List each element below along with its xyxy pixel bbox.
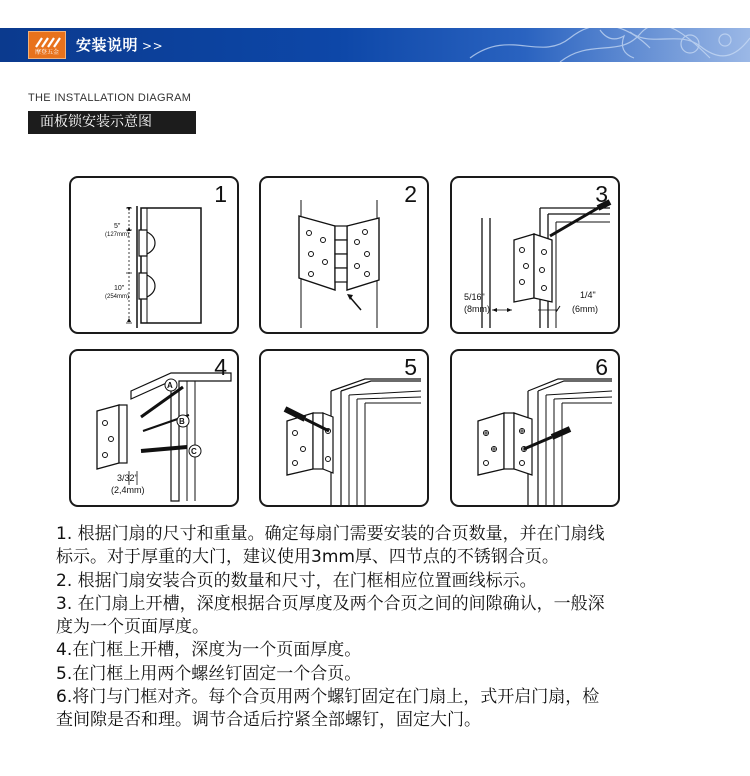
instruction-line: 度为一个页面厚度。	[56, 617, 209, 638]
instruction-line: 4.在门框上开槽，深度为一个页面厚度。	[56, 640, 362, 661]
step-4-callout-a: A	[167, 381, 173, 390]
installation-instructions	[56, 523, 716, 733]
step-4-dim-3-32in: 3/32"	[117, 473, 138, 483]
step-panel-1	[69, 176, 239, 334]
step-number: 3	[595, 181, 608, 207]
header-ornament	[450, 28, 750, 62]
step-3-dim-1-4in: 1/4"	[580, 290, 596, 300]
step-4-callout-c: C	[191, 447, 197, 456]
step-3-labels	[452, 178, 618, 332]
step-number: 6	[595, 354, 608, 380]
brand-logo	[28, 31, 66, 59]
section-title	[76, 35, 163, 56]
section-title-arrows: >>	[142, 39, 164, 53]
step-5-illustration	[261, 351, 427, 505]
step-1-dim-127mm: (127mm)	[105, 232, 130, 238]
step-3-dim-6mm: (6mm)	[572, 304, 598, 314]
instruction-line: 3. 在门扇上开槽，深度根据合页厚度及两个合页之间的间隙确认，一般深	[56, 593, 605, 614]
diagram-subtitle-cn: 面板锁安装示意图	[40, 114, 152, 130]
step-panel-6	[450, 349, 620, 507]
step-1-dim-5in: 5"	[114, 223, 121, 230]
step-4-callout-b: B	[179, 417, 185, 426]
step-4-labels	[71, 351, 237, 505]
step-number: 1	[214, 181, 227, 207]
logo-text: 摩登五金	[34, 49, 59, 56]
step-panel-4	[69, 349, 239, 507]
instruction-line: 查间隙是否和理。调节合适后拧紧全部螺钉，固定大门。	[56, 710, 481, 731]
section-title-text: 安装说明	[76, 36, 139, 54]
step-1-dim-10in: 10"	[114, 285, 125, 292]
step-4-dim-2-4mm: (2,4mm)	[111, 485, 145, 495]
step-1-dim-254mm: (254mm)	[105, 294, 130, 300]
step-3-dim-8mm: (8mm)	[464, 304, 490, 314]
instruction-line: 1. 根据门扇的尺寸和重量。确定每扇门需要安装的合页数量，并在门扇线	[56, 524, 605, 544]
step-3-dim-5-16in: 5/16"	[464, 292, 485, 302]
step-number: 5	[404, 354, 417, 380]
step-panel-3	[450, 176, 620, 334]
instruction-line: 5.在门框上用两个螺丝钉固定一个合页。	[56, 663, 362, 684]
step-2-illustration	[261, 178, 427, 332]
step-number: 2	[404, 181, 417, 207]
instruction-line: 标示。对于厚重的大门，建议使用3mm厚、四节点的不锈钢合页。	[56, 547, 559, 568]
instruction-line: 6.将门与门框对齐。每个合页用两个螺钉固定在门扇上，式开启门扇，检	[56, 687, 600, 708]
step-panel-2	[259, 176, 429, 334]
diagram-subtitle-cn-box	[28, 111, 196, 134]
step-number: 4	[214, 354, 227, 380]
instruction-line: 2. 根据门扇安装合页的数量和尺寸，在门框相应位置画线标示。	[56, 570, 537, 591]
step-6-illustration	[452, 351, 618, 505]
section-header-bar	[0, 28, 750, 62]
step-1-labels	[71, 178, 237, 332]
step-panel-5	[259, 349, 429, 507]
diagram-subtitle-en: THE INSTALLATION DIAGRAM	[28, 92, 192, 104]
logo-stripes-icon	[33, 36, 63, 48]
